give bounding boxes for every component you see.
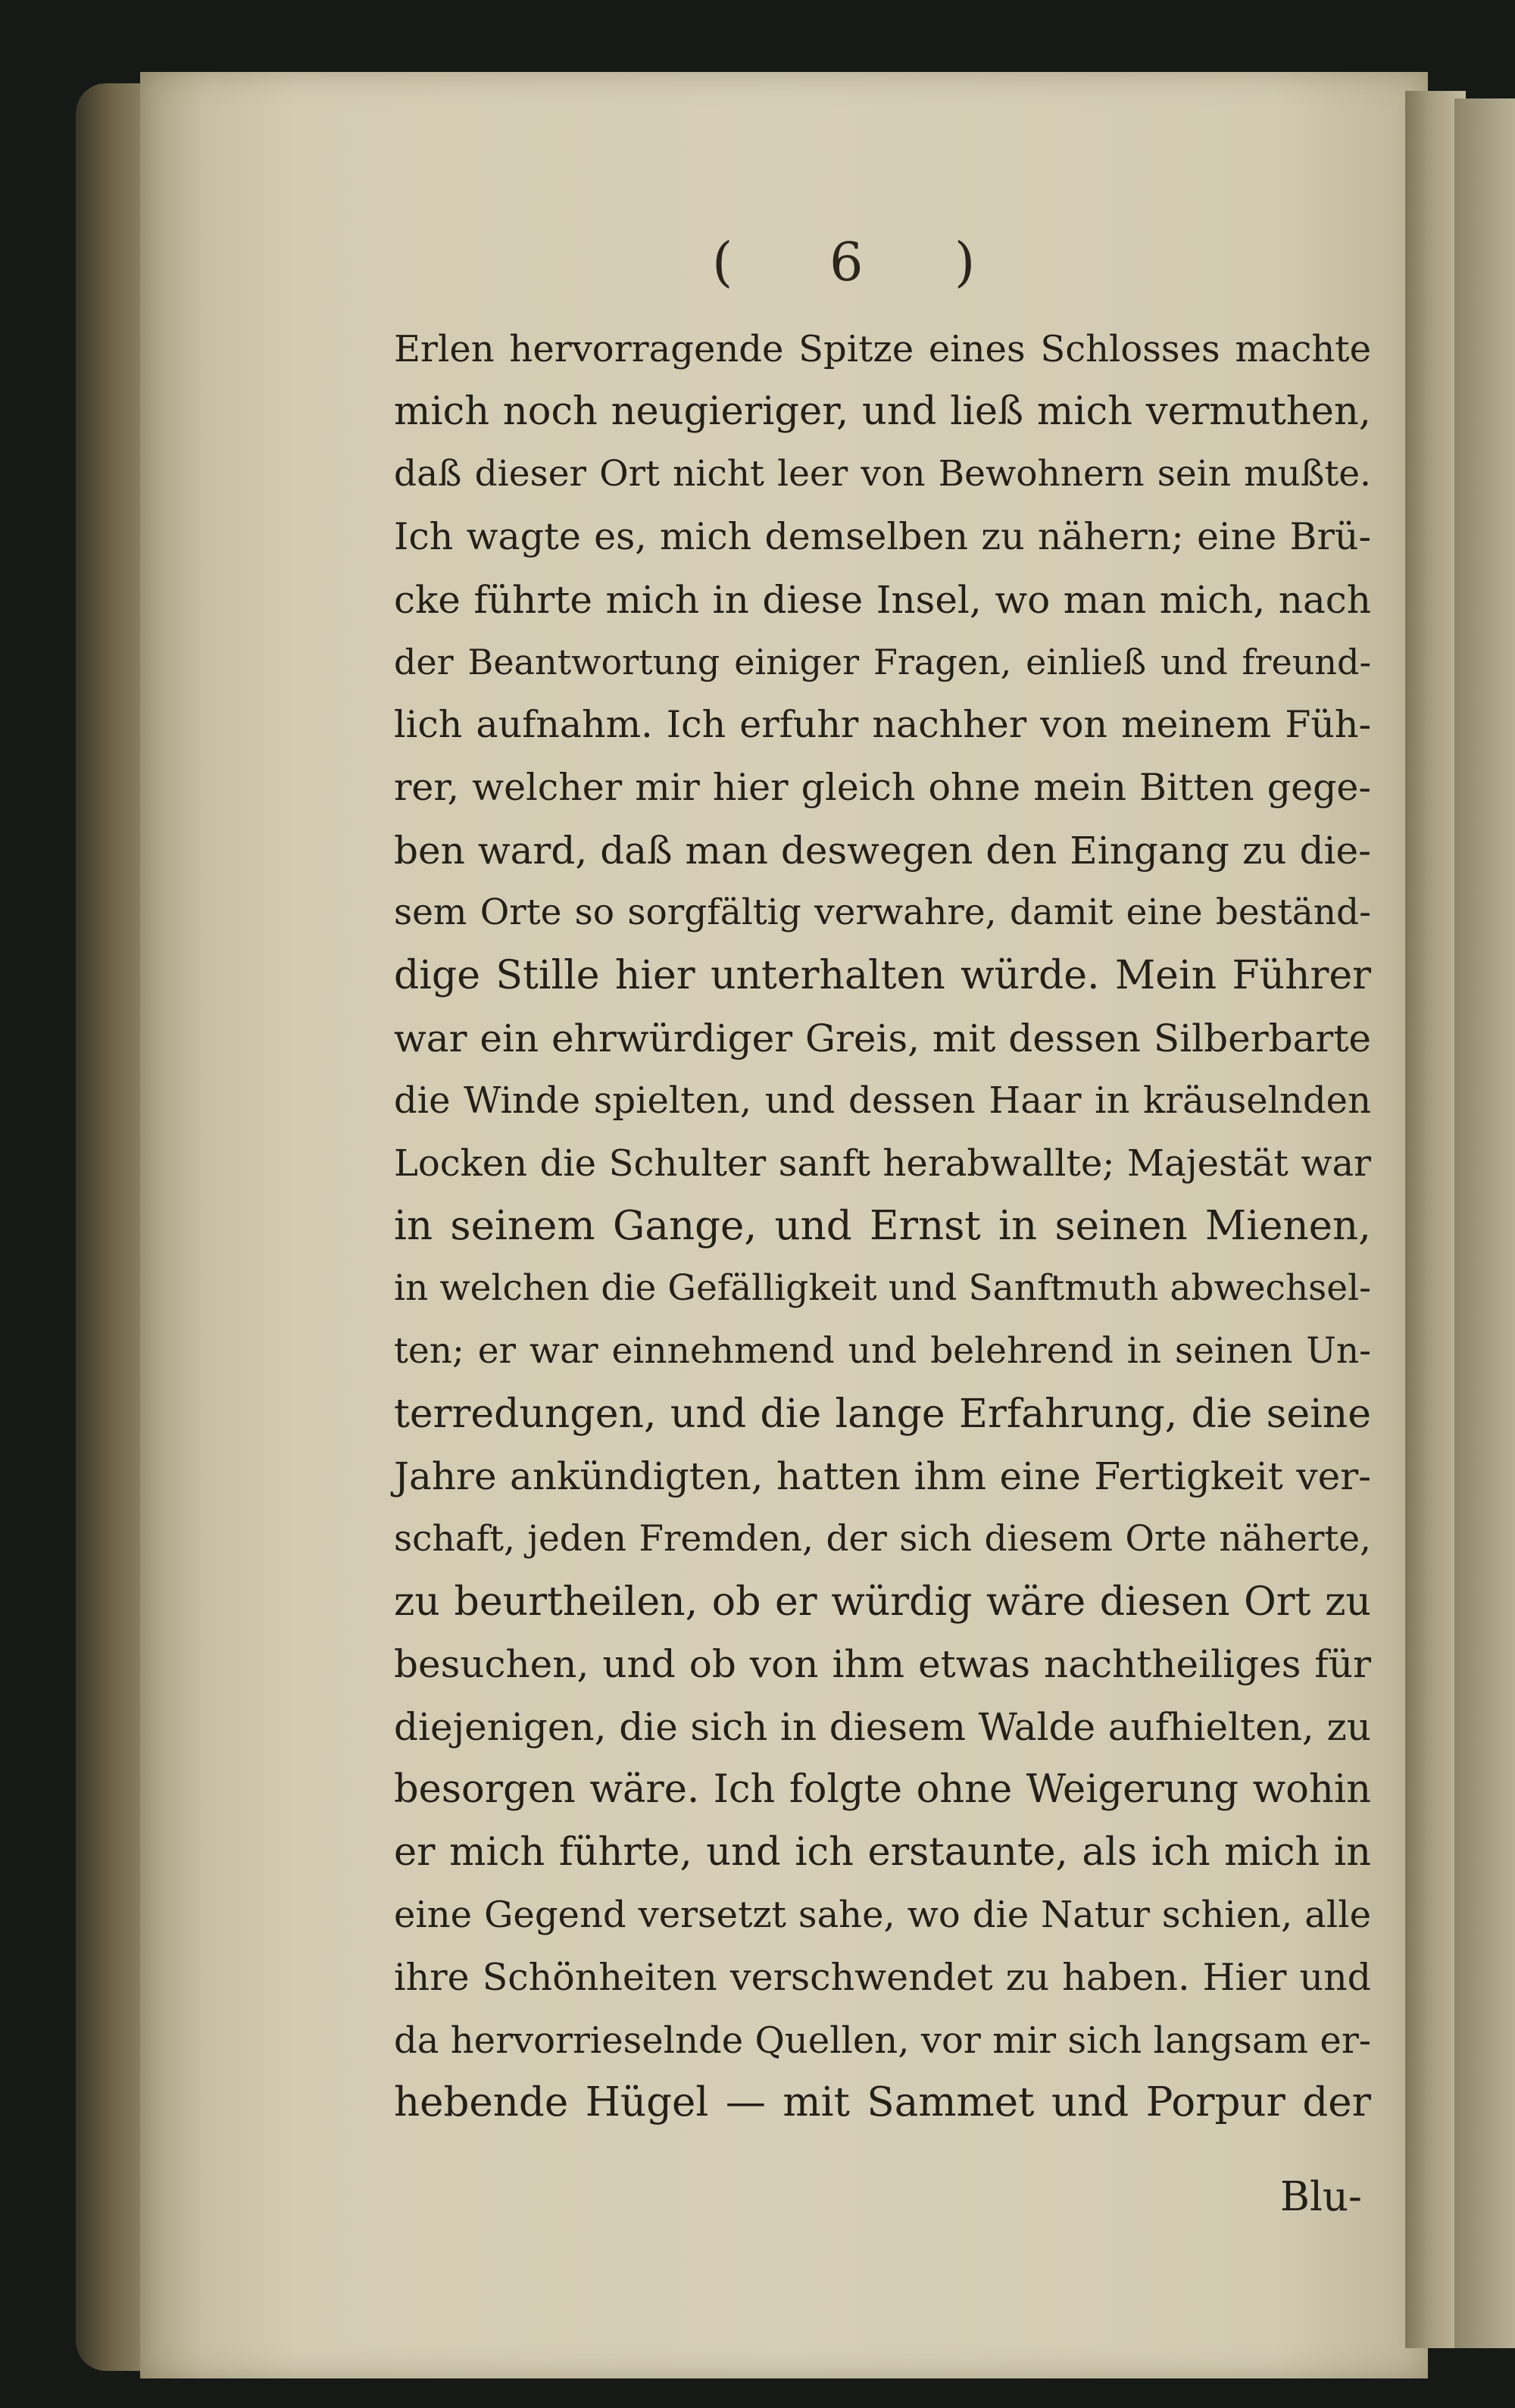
text-line: rer, welcher mir hier gleich ohne mein Bitten gege- [394, 765, 1371, 809]
text-line: Ich wagte es, mich demselben zu nähern; eine Brü- [394, 515, 1371, 559]
text-line: ihre Schönheiten verschwendet zu haben. Hier und [394, 1955, 1371, 1999]
text-line: daß dieser Ort nicht leer von Bewohnern sein mußte. [394, 453, 1371, 495]
text-line: mich noch neugieriger, und ließ mich vermuthen, [394, 389, 1371, 434]
text-line: sem Orte so sorgfältig verwahre, damit eine beständ- [394, 892, 1371, 934]
catchword: Blu- [1280, 2174, 1362, 2220]
text-line: ten; er war einnehmend und belehrend in seinen Un- [394, 1330, 1371, 1372]
text-line: dige Stille hier unterhalten würde. Mein Führer [394, 952, 1371, 998]
text-line: cke führte mich in diese Insel, wo man mich, nach [394, 577, 1371, 622]
text-line: besorgen wäre. Ich folgte ohne Weigerung wohin [394, 1766, 1371, 1812]
text-line: besuchen, und ob von ihm etwas nachtheiliges für [394, 1642, 1371, 1687]
page-header [712, 231, 1015, 299]
text-line: Locken die Schulter sanft herabwallte; Majestät war [394, 1142, 1371, 1185]
text-line: diejenigen, die sich in diesem Walde aufhielten, zu [394, 1705, 1371, 1750]
text-line: eine Gegend versetzt sahe, wo die Natur schien, alle [394, 1894, 1371, 1937]
text-line: terredungen, und die lange Erfahrung, die seine [394, 1391, 1371, 1437]
text-line: lich aufnahm. Ich erfuhr nachher von meinem Füh- [394, 703, 1371, 747]
text-line: er mich führte, und ich erstaunte, als ich mich in [394, 1829, 1371, 1875]
text-line: war ein ehrwürdiger Greis, mit dessen Silberbarte [394, 1016, 1371, 1060]
text-line: der Beantwortung einiger Fragen, einließ und freund- [394, 642, 1371, 683]
page-number-close-paren: ) [954, 231, 977, 293]
text-line: Jahre ankündigten, hatten ihm eine Fertigkeit ver- [394, 1454, 1371, 1499]
text-line: schaft, jeden Fremden, der sich diesem Orte näherte, [394, 1518, 1371, 1560]
body-text [394, 318, 1371, 2135]
text-line: ben ward, daß man deswegen den Eingang zu die- [394, 828, 1371, 873]
page-number-open-paren: ( [712, 231, 735, 293]
facing-page-edge [1454, 98, 1515, 2348]
page-number: 6 [829, 231, 865, 293]
text-line: hebende Hügel — mit Sammet und Porpur der [394, 2079, 1371, 2126]
text-line: die Winde spielten, und dessen Haar in kräuselnden [394, 1079, 1371, 1123]
text-line: Erlen hervorragende Spitze eines Schlosses machte [394, 328, 1371, 370]
text-line: in seinem Gange, und Ernst in seinen Mienen, [394, 1202, 1371, 1249]
text-line: zu beurtheilen, ob er würdig wäre diesen Ort zu [394, 1579, 1371, 1625]
text-line: da hervorrieselnde Quellen, vor mir sich langsam er- [394, 2019, 1371, 2062]
text-line: in welchen die Gefälligkeit und Sanftmuth abwechsel- [394, 1267, 1371, 1310]
